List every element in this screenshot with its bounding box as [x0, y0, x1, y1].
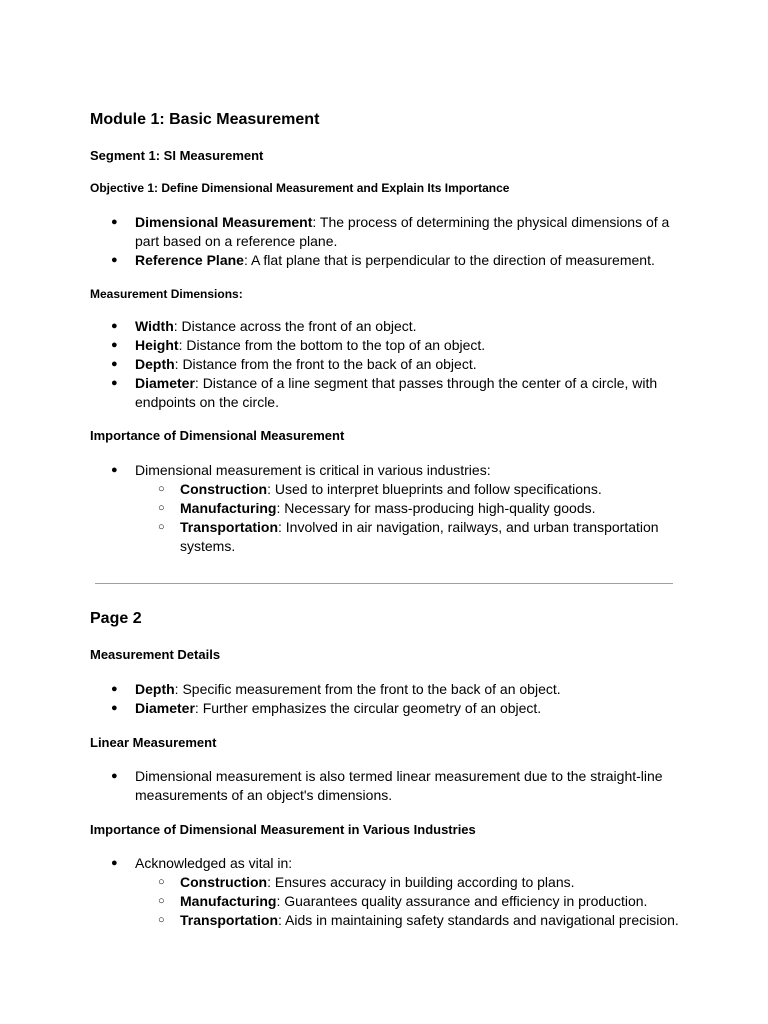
- list-item: [90, 374, 690, 412]
- importance-list: [90, 461, 690, 556]
- objective-title: Objective 1: Define Dimensional Measurement and Explain Its Importance: [90, 181, 510, 195]
- item-text: : Used to interpret blueprints and follow specifications.: [267, 481, 602, 497]
- item-term: Dimensional Measurement: [135, 214, 313, 230]
- segment-title: Segment 1: SI Measurement: [90, 148, 264, 163]
- list-item: [90, 461, 690, 556]
- item-text: : Ensures accuracy in building according to plans.: [267, 874, 575, 890]
- list-item: [90, 699, 690, 718]
- page-divider: [95, 583, 673, 584]
- item-term: Height: [135, 337, 179, 353]
- linear-heading: Linear Measurement: [90, 735, 217, 750]
- sublist-item: [135, 480, 690, 499]
- item-text: : The process of determining the physical dimensions of a part based on a reference plane.: [135, 214, 670, 249]
- item-term: Width: [135, 318, 174, 334]
- importance-sublist: [135, 480, 690, 556]
- item-term: Depth: [135, 681, 175, 697]
- item-text: : Guarantees quality assurance and efficiency in production.: [276, 893, 648, 909]
- item-term: Depth: [135, 356, 175, 372]
- item-term: Construction: [180, 874, 268, 890]
- list-item: [90, 680, 690, 699]
- sublist-item: [135, 518, 690, 556]
- item-term: Transportation: [180, 519, 279, 535]
- item-term: Manufacturing: [180, 500, 277, 516]
- list-item: [90, 355, 690, 374]
- item-text: : Distance from the bottom to the top of an object.: [178, 337, 486, 353]
- item-text: : Necessary for mass-producing high-quality goods.: [276, 500, 596, 516]
- item-text: Dimensional measurement is also termed linear measurement due to the straight-line measurements of an object's dimensions.: [135, 768, 663, 803]
- list-item: [90, 767, 690, 805]
- list-item: [90, 317, 690, 336]
- item-text: : A flat plane that is perpendicular to the direction of measurement.: [243, 252, 655, 268]
- linear-list: [90, 767, 690, 805]
- sublist-item: [135, 892, 690, 911]
- details-list: [90, 680, 690, 718]
- details-heading: Measurement Details: [90, 647, 221, 662]
- item-term: Reference Plane: [135, 252, 244, 268]
- industries-heading: Importance of Dimensional Measurement in Various Industries: [90, 822, 476, 837]
- item-text: : Distance across the front of an object.: [173, 318, 417, 334]
- industries-list: [90, 854, 690, 930]
- sublist-item: [135, 911, 690, 930]
- item-text: : Further emphasizes the circular geometry of an object.: [194, 700, 542, 716]
- list-item: [90, 336, 690, 355]
- importance-heading: Importance of Dimensional Measurement: [90, 428, 345, 443]
- dimensions-list: [90, 317, 690, 412]
- page2-title: Page 2: [90, 610, 142, 627]
- module-title: Module 1: Basic Measurement: [90, 111, 320, 128]
- item-text: : Distance from the front to the back of an object.: [174, 356, 477, 372]
- item-term: Diameter: [135, 700, 195, 716]
- item-text: : Involved in air navigation, railways, and urban transportation systems.: [180, 519, 659, 554]
- definitions-list: [90, 213, 690, 270]
- list-item: [90, 213, 690, 251]
- item-text: : Aids in maintaining safety standards and navigational precision.: [278, 912, 679, 928]
- industries-sublist: [135, 873, 690, 930]
- list-item: [90, 251, 690, 270]
- item-term: Transportation: [180, 912, 279, 928]
- item-text: : Specific measurement from the front to the back of an object.: [174, 681, 561, 697]
- item-term: Manufacturing: [180, 893, 277, 909]
- item-text: : Distance of a line segment that passes through the center of a circle, with endpoints on the circle.: [135, 375, 658, 410]
- item-term: Diameter: [135, 375, 195, 391]
- item-text: Dimensional measurement is critical in various industries:: [135, 462, 491, 478]
- sublist-item: [135, 499, 690, 518]
- list-item: [90, 854, 690, 930]
- item-text: Acknowledged as vital in:: [135, 855, 293, 871]
- sublist-item: [135, 873, 690, 892]
- dimensions-heading: Measurement Dimensions:: [90, 287, 243, 301]
- item-term: Construction: [180, 481, 268, 497]
